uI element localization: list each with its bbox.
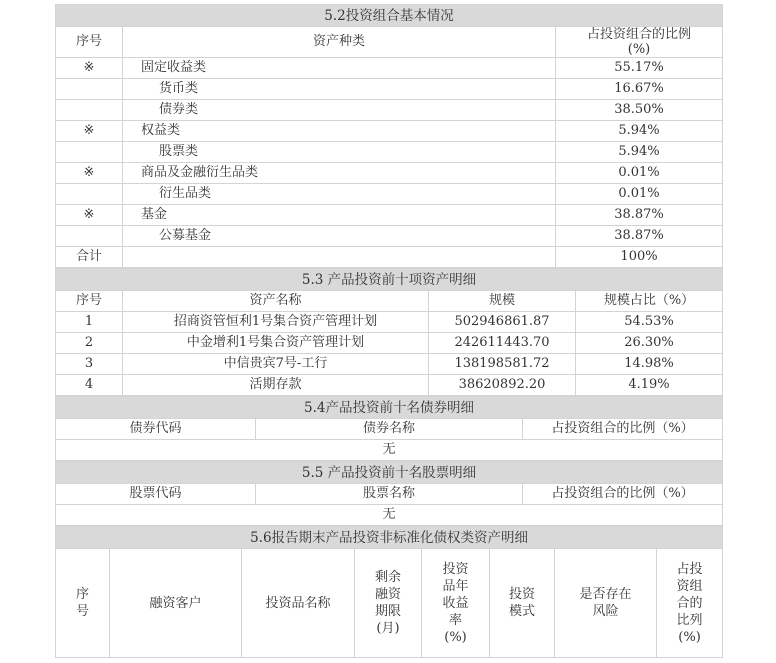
header-name: 股票名称 [256,484,523,505]
table-5-2 [55,4,723,268]
row-mark [56,142,123,163]
table-row [56,205,723,226]
total-ratio: 100% [556,247,723,268]
row-name: 中信贵宾7号-工行 [123,354,429,375]
row-ratio: 54.53% [576,312,723,333]
row-scale: 38620892.20 [429,375,576,396]
table-row [56,100,723,121]
table-row [56,79,723,100]
header-name: 债券名称 [256,419,523,440]
row-asset-type: 债券类 [123,100,556,121]
row-asset-type: 基金 [123,205,556,226]
row-asset-type: 权益类 [123,121,556,142]
header-no: 序号 [56,27,123,58]
table-5-3 [55,268,723,396]
header-no: 序号 [56,291,123,312]
report-tables [55,4,722,658]
header-no: 序号 [56,549,110,658]
header-code: 债券代码 [56,419,256,440]
row-mark [56,184,123,205]
table-row [56,312,723,333]
header-code: 股票代码 [56,484,256,505]
row-ratio: 38.50% [556,100,723,121]
row-ratio: 26.30% [576,333,723,354]
header-yield: 投资品年收益率(%) [422,549,490,658]
header-risk: 是否存在风险 [555,549,657,658]
header-type: 资产种类 [123,27,556,58]
header-product: 投资品名称 [242,549,355,658]
row-name: 活期存款 [123,375,429,396]
section-title: 5.6报告期末产品投资非标准化债权类资产明细 [56,527,723,549]
header-ratio-label: 占投资组合的比例 [587,27,692,42]
row-ratio: 38.87% [556,205,723,226]
row-mark: ※ [56,163,123,184]
row-asset-type: 货币类 [123,79,556,100]
none-cell: 无 [56,440,723,461]
section-title: 5.2投资组合基本情况 [56,5,723,27]
row-name: 招商资管恒利1号集合资产管理计划 [123,312,429,333]
table-row [56,333,723,354]
total-label: 合计 [56,247,123,268]
header-name: 资产名称 [123,291,429,312]
row-ratio: 4.19% [576,375,723,396]
row-ratio: 16.67% [556,79,723,100]
table-row [56,184,723,205]
table-row [56,142,723,163]
header-ratio: 占投资组合的比例（%） [523,484,723,505]
row-ratio: 5.94% [556,121,723,142]
row-ratio: 5.94% [556,142,723,163]
empty-cell [123,247,556,268]
header-scale: 规模 [429,291,576,312]
row-scale: 138198581.72 [429,354,576,375]
header-ratio-unit: (%) [627,42,651,57]
table-row [56,375,723,396]
row-ratio: 0.01% [556,184,723,205]
header-ratio: 规模占比（%） [576,291,723,312]
none-cell: 无 [56,505,723,526]
header-ratio: 占投资组合的比例（%） [523,419,723,440]
header-ratio: 占投资组合的比列(%) [657,549,723,658]
row-ratio: 0.01% [556,163,723,184]
row-no: 3 [56,354,123,375]
row-mark: ※ [56,58,123,79]
row-asset-type: 公募基金 [123,226,556,247]
row-ratio: 14.98% [576,354,723,375]
header-mode: 投资模式 [490,549,555,658]
row-mark [56,226,123,247]
table-row [56,58,723,79]
table-5-6 [55,526,723,658]
row-mark [56,79,123,100]
row-mark: ※ [56,205,123,226]
header-ratio [556,27,723,58]
row-scale: 502946861.87 [429,312,576,333]
table-5-4 [55,396,723,461]
row-asset-type: 衍生品类 [123,184,556,205]
section-title: 5.4产品投资前十名债券明细 [56,397,723,419]
row-mark: ※ [56,121,123,142]
header-client: 融资客户 [110,549,242,658]
row-asset-type: 股票类 [123,142,556,163]
table-row [56,121,723,142]
table-row [56,354,723,375]
table-5-5 [55,461,723,526]
header-term: 剩余融资期限(月) [355,549,422,658]
row-no: 2 [56,333,123,354]
row-ratio: 55.17% [556,58,723,79]
row-asset-type: 固定收益类 [123,58,556,79]
row-no: 4 [56,375,123,396]
section-title: 5.3 产品投资前十项资产明细 [56,269,723,291]
row-ratio: 38.87% [556,226,723,247]
row-name: 中金增利1号集合资产管理计划 [123,333,429,354]
row-no: 1 [56,312,123,333]
row-mark [56,100,123,121]
row-scale: 242611443.70 [429,333,576,354]
section-title: 5.5 产品投资前十名股票明细 [56,462,723,484]
row-asset-type: 商品及金融衍生品类 [123,163,556,184]
table-row [56,163,723,184]
table-row [56,226,723,247]
